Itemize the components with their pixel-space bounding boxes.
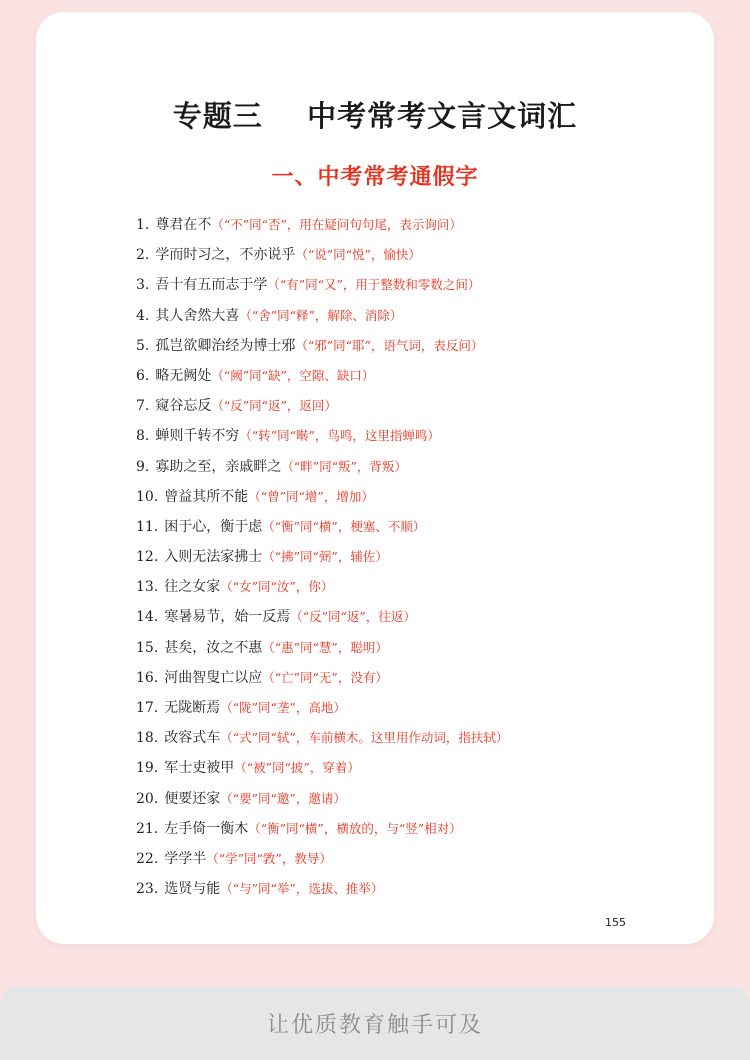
list-item (136, 663, 696, 693)
item-text: 河曲智叟亡以应 (164, 669, 263, 686)
item-number: 10. (136, 488, 159, 505)
item-note: （“畔”同“叛”，背叛） (281, 458, 407, 474)
item-number: 7. (136, 398, 150, 415)
item-number: 15. (136, 639, 159, 656)
item-note: （“亡”同“无”，没有） (262, 669, 388, 685)
term-list (136, 210, 696, 904)
item-text: 曾益其所不能 (164, 488, 249, 505)
item-number: 14. (136, 609, 159, 626)
item-text: 寒暑易节，始一反焉 (164, 609, 291, 626)
item-text: 孤岂欲卿治经为博士邪 (155, 337, 296, 354)
item-text: 便要还家 (164, 790, 221, 807)
item-text: 选贤与能 (164, 881, 221, 898)
item-number: 18. (136, 730, 159, 747)
section-heading: 一、中考常考通假字 (271, 165, 479, 190)
footer-bar (0, 986, 750, 1060)
item-note: （“被”同“披”，穿着） (234, 760, 360, 776)
item-number: 5. (136, 337, 150, 354)
item-note: （“舍”同“释”，解除、消除） (239, 307, 403, 323)
item-number: 22. (136, 850, 159, 867)
item-text: 入则无法家拂士 (164, 549, 263, 566)
list-item (136, 602, 696, 632)
item-note: （“反”同“返”，返回） (211, 398, 337, 414)
document-page (36, 12, 714, 944)
item-number: 13. (136, 579, 159, 596)
list-item (136, 693, 696, 723)
item-text: 寡助之至，亲戚畔之 (155, 458, 282, 475)
list-item (136, 723, 696, 753)
item-note: （“女”同“汝”，你） (220, 579, 334, 595)
list-item (136, 361, 696, 391)
item-note: （“曾”同“增”，增加） (248, 488, 374, 504)
item-number: 11. (136, 518, 159, 535)
item-note: （“式”同“轼”，车前横木。这里用作动词，指扶轼） (220, 730, 509, 746)
item-note: （“衡”同“横”，横放的，与“竖”相对） (248, 820, 462, 836)
list-item (136, 210, 696, 240)
item-text: 甚矣，汝之不惠 (164, 639, 263, 656)
list-item (136, 452, 696, 482)
item-number: 21. (136, 820, 159, 837)
list-item (136, 874, 696, 904)
item-note: （“反”同“返”，往返） (290, 609, 416, 625)
list-item (136, 784, 696, 814)
page-number: 155 (605, 916, 626, 929)
list-item (136, 270, 696, 300)
list-item (136, 512, 696, 542)
item-text: 吾十有五而志于学 (155, 277, 268, 294)
item-text: 往之女家 (164, 579, 221, 596)
list-item (136, 301, 696, 331)
list-item (136, 331, 696, 361)
item-text: 蝉则千转不穷 (155, 428, 240, 445)
list-item (136, 542, 696, 572)
item-number: 1. (136, 217, 150, 233)
list-item (136, 391, 696, 421)
item-note: （“说”同“悦”，愉快） (295, 247, 421, 263)
item-text: 学学半 (164, 850, 207, 867)
item-number: 17. (136, 700, 159, 716)
item-text: 窥谷忘反 (155, 398, 212, 415)
list-item (136, 572, 696, 602)
item-number: 6. (136, 367, 150, 384)
list-item (136, 240, 696, 270)
item-number: 3. (136, 277, 150, 294)
item-text: 略无阙处 (155, 367, 212, 384)
list-item (136, 633, 696, 663)
item-number: 16. (136, 669, 159, 686)
item-note: （“阙”同“缺”，空隙、缺口） (211, 367, 375, 383)
item-text: 改容式车 (164, 730, 221, 747)
list-item (136, 814, 696, 844)
item-note: （“拂”同“弼”，辅佐） (262, 549, 388, 565)
item-text: 无陇断焉 (164, 700, 221, 716)
item-note: （“转”同“啭”，鸟鸣，这里指蝉鸣） (239, 428, 440, 444)
item-note: （“有”同“又”，用于整数和零数之间） (267, 277, 481, 293)
list-item (136, 421, 696, 451)
item-number: 20. (136, 790, 159, 807)
item-note: （“惠”同“慧”，聪明） (262, 639, 388, 655)
item-text: 学而时习之，不亦说乎 (155, 247, 296, 264)
item-number: 19. (136, 760, 159, 777)
item-note: （“学”同“敩”，教导） (206, 850, 332, 866)
item-text: 其人舍然大喜 (155, 307, 240, 324)
item-note: （“衡”同“横”，梗塞、不顺） (262, 518, 426, 534)
item-note: （“不”同“否”，用在疑问句句尾，表示询问） (211, 217, 462, 232)
item-note: （“陇”同“垄”，高地） (220, 700, 346, 715)
item-note: （“要”同“邀”，邀请） (220, 790, 346, 806)
item-number: 9. (136, 458, 150, 475)
item-number: 2. (136, 247, 150, 264)
item-number: 23. (136, 881, 159, 898)
item-text: 军士吏被甲 (164, 760, 235, 777)
item-text: 困于心，衡于虑 (164, 518, 263, 535)
item-number: 8. (136, 428, 150, 445)
item-text: 左手倚一衡木 (164, 820, 249, 837)
item-text: 尊君在不 (155, 217, 212, 233)
item-number: 12. (136, 549, 159, 566)
item-note: （“邪”同“耶”，语气词，表反问） (295, 337, 484, 353)
item-note: （“与”同“举”，选拔、推举） (220, 881, 384, 897)
footer-slogan: 让优质教育触手可及 (266, 1013, 483, 1038)
page-title: 专题三 中考常考文言文词汇 (172, 99, 578, 133)
item-number: 4. (136, 307, 150, 324)
list-item (136, 482, 696, 512)
list-item (136, 753, 696, 783)
list-item (136, 844, 696, 874)
